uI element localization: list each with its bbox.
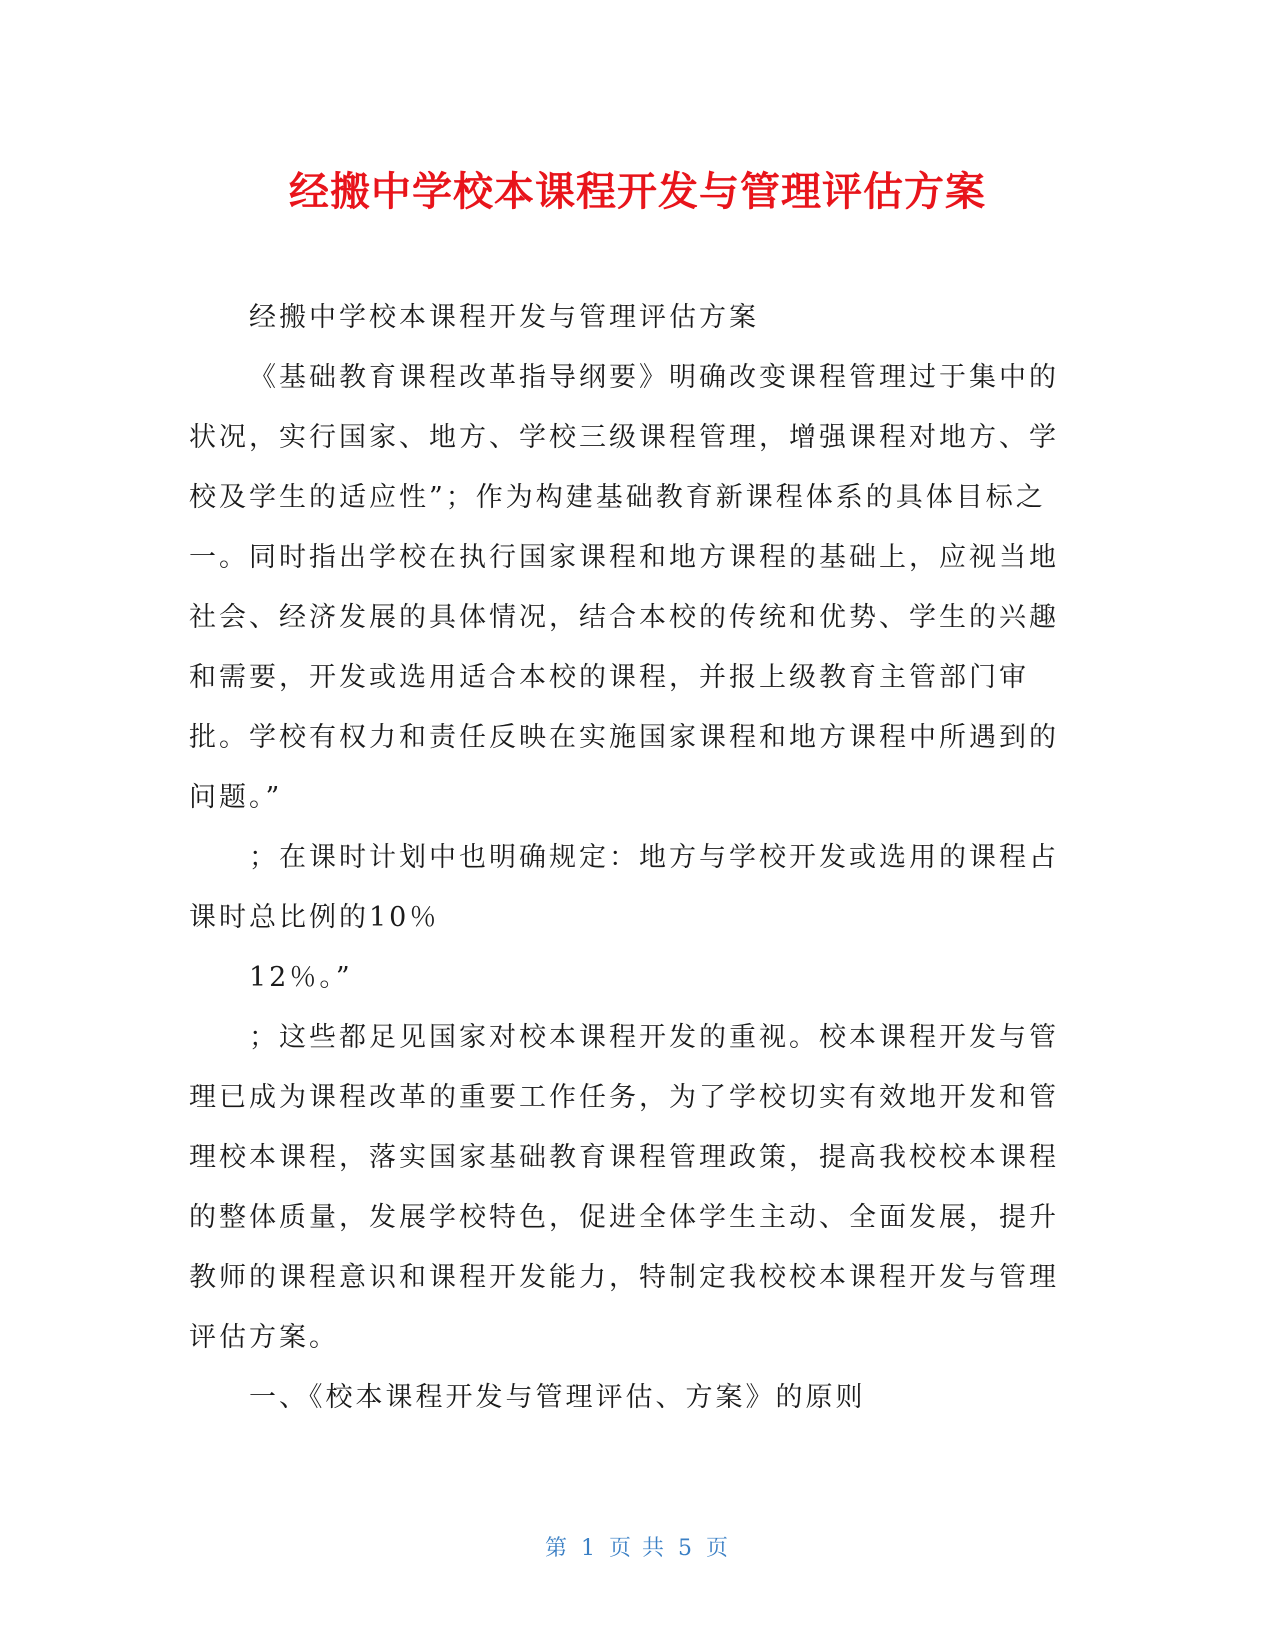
page-number-footer — [0, 1531, 1275, 1562]
paragraph-purpose: ；这些都足见国家对校本课程开发的重视。校本课程开发与管理已成为课程改革的重要工作任务，为了学校切实有效地开发和管理校本课程，落实国家基础教育课程管理政策，提高我校校本课程的整体质量，发展学校特色，促进全体学生主动、全面发展，提升教师的课程意识和课程开发能力，特制定我校校本课程开发与管理评估方案。 — [189, 1022, 1059, 1353]
paragraph-guideline: 《基础教育课程改革指导纲要》明确改变课程管理过于集中的状况，实行国家、地方、学校三级课程管理，增强课程对地方、学校及学生的适应性”；作为构建基础教育新课程体系的具体目标之一。同时指出学校在执行国家课程和地方课程的基础上，应视当地社会、经济发展的具体情况，结合本校的传统和优势、学生的兴趣和需要，开发或选用适合本校的课程，并报上级教育主管部门审批。学校有权力和责任反映在实施国家课程和地方课程中所遇到的问题。” — [189, 362, 1059, 813]
footer-total-pages: 5 — [678, 1536, 694, 1561]
footer-current-page: 1 — [581, 1536, 597, 1561]
document-title: 经搬中学校本课程开发与管理评估方案 — [289, 169, 986, 215]
paragraph-heading: 经搬中学校本课程开发与管理评估方案 — [249, 302, 759, 333]
footer-middle: 页 共 — [609, 1536, 666, 1561]
document-body — [189, 288, 1085, 1428]
paragraph-percentage: 12％。” — [249, 962, 353, 993]
section-heading-principles: 一、《校本课程开发与管理评估、方案》的原则 — [249, 1382, 866, 1413]
footer-suffix: 页 — [706, 1536, 731, 1561]
footer-prefix: 第 — [544, 1536, 569, 1561]
paragraph-class-hours: ；在课时计划中也明确规定：地方与学校开发或选用的课程占课时总比例的10％ — [189, 842, 1059, 933]
